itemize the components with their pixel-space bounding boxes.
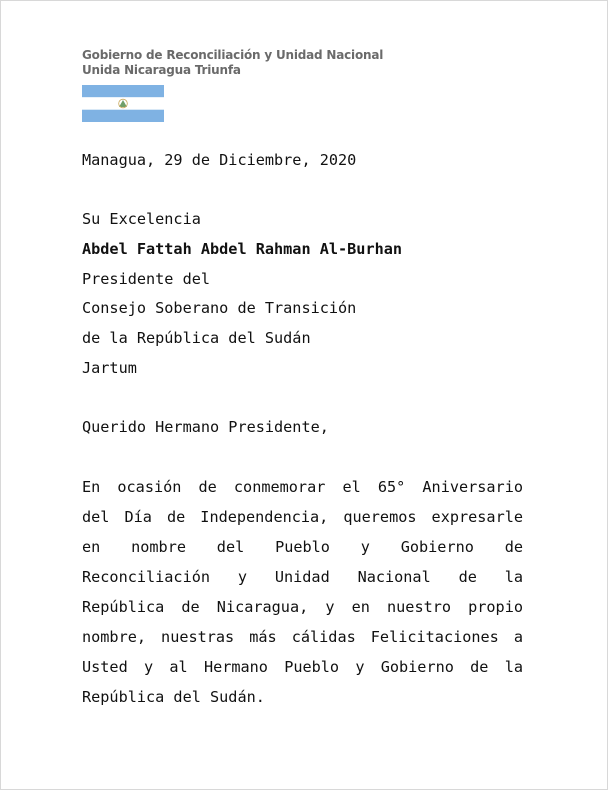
letter-date: Managua, 29 de Diciembre, 2020 xyxy=(82,151,357,169)
letterhead-slogan: Unida Nicaragua Triunfa xyxy=(82,63,241,77)
flag-top-stripe xyxy=(82,85,164,97)
body-line: En ocasión de conmemorar el 65° Aniversario xyxy=(82,478,523,496)
body-line: República del Sudán. xyxy=(82,688,265,706)
letterhead xyxy=(82,48,383,78)
nicaragua-flag-icon xyxy=(82,85,164,122)
letter-body-paragraph xyxy=(82,477,523,717)
letterhead-government-name: Gobierno de Reconciliación y Unidad Nacional xyxy=(82,48,384,62)
body-line: en nombre del Pueblo y Gobierno de xyxy=(82,538,523,556)
recipient-line: Presidente del xyxy=(82,270,211,288)
body-line: República de Nicaragua, y en nuestro propio xyxy=(82,598,523,616)
recipient-name: Abdel Fattah Abdel Rahman Al-Burhan xyxy=(82,240,403,258)
body-line: Usted y al Hermano Pueblo y Gobierno de la xyxy=(82,658,523,676)
letter-greeting: Querido Hermano Presidente, xyxy=(82,418,329,436)
recipient-line: de la República del Sudán xyxy=(82,329,311,347)
recipient-title: Su Excelencia xyxy=(82,210,201,228)
recipient-city: Jartum xyxy=(82,359,137,377)
recipient-line: Consejo Soberano de Transición xyxy=(82,299,357,317)
body-line: del Día de Independencia, queremos expresarle xyxy=(82,508,523,526)
flag-bottom-stripe xyxy=(82,110,164,122)
body-line: nombre, nuestras más cálidas Felicitaciones a xyxy=(82,628,523,646)
body-line: Reconciliación y Unidad Nacional de la xyxy=(82,568,523,586)
